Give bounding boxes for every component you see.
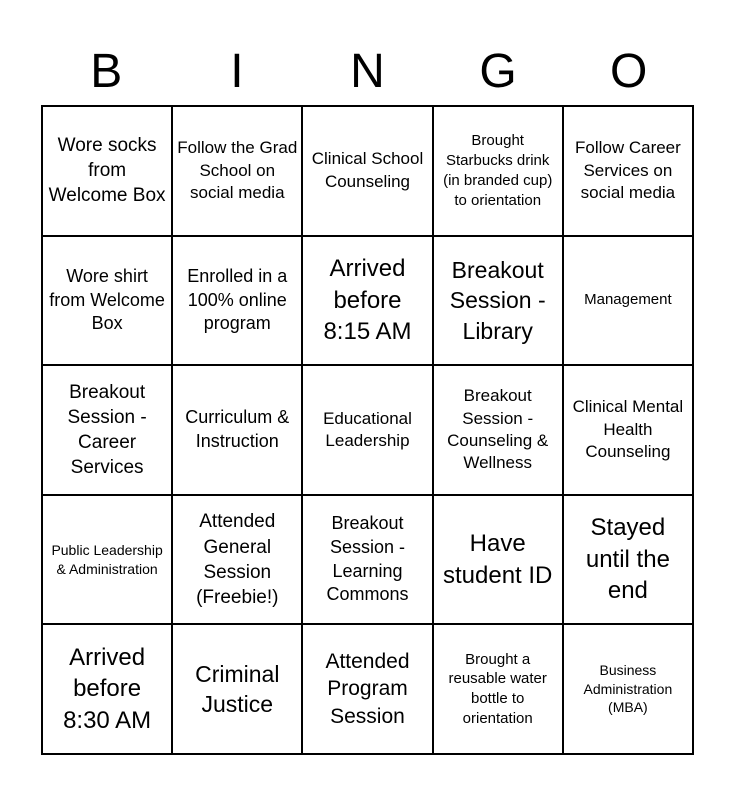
bingo-cell-r3c1[interactable]: Breakout Session - Career Services <box>43 366 171 494</box>
bingo-cell-r5c1[interactable]: Arrived before 8:30 AM <box>43 625 171 753</box>
title-letter-b: B <box>90 45 123 98</box>
bingo-cell-r2c2[interactable]: Enrolled in a 100% online program <box>173 237 301 365</box>
bingo-title <box>41 42 694 98</box>
bingo-cell-r5c5[interactable]: Business Administration (MBA) <box>564 625 692 753</box>
bingo-cell-r2c3[interactable]: Arrived before 8:15 AM <box>303 237 431 365</box>
bingo-cell-r2c5[interactable]: Management <box>564 237 692 365</box>
title-letter-g: G <box>479 45 517 98</box>
bingo-cell-r3c2[interactable]: Curriculum & Instruction <box>173 366 301 494</box>
bingo-cell-r3c4[interactable]: Breakout Session - Counseling & Wellness <box>434 366 562 494</box>
bingo-cell-r4c4[interactable]: Have student ID <box>434 496 562 624</box>
bingo-cell-r4c5[interactable]: Stayed until the end <box>564 496 692 624</box>
bingo-cell-r2c4[interactable]: Breakout Session - Library <box>434 237 562 365</box>
title-letter-i: I <box>230 45 244 98</box>
bingo-cell-r5c4[interactable]: Brought a reusable water bottle to orientation <box>434 625 562 753</box>
bingo-cell-r1c4[interactable]: Brought Starbucks drink (in branded cup) to orientation <box>434 107 562 235</box>
title-letter-n: N <box>350 45 385 98</box>
bingo-card <box>41 105 694 755</box>
bingo-cell-r3c5[interactable]: Clinical Mental Health Counseling <box>564 366 692 494</box>
bingo-cell-r2c1[interactable]: Wore shirt from Welcome Box <box>43 237 171 365</box>
bingo-cell-r1c2[interactable]: Follow the Grad School on social media <box>173 107 301 235</box>
bingo-cell-r1c5[interactable]: Follow Career Services on social media <box>564 107 692 235</box>
bingo-cell-r4c3[interactable]: Breakout Session - Learning Commons <box>303 496 431 624</box>
bingo-cell-r1c3[interactable]: Clinical School Counseling <box>303 107 431 235</box>
bingo-cell-r1c1[interactable]: Wore socks from Welcome Box <box>43 107 171 235</box>
bingo-cell-r5c2[interactable]: Criminal Justice <box>173 625 301 753</box>
title-letter-o: O <box>610 45 648 98</box>
bingo-cell-r3c3[interactable]: Educational Leadership <box>303 366 431 494</box>
bingo-cell-r4c2[interactable]: Attended General Session (Freebie!) <box>173 496 301 624</box>
bingo-cell-r5c3[interactable]: Attended Program Session <box>303 625 431 753</box>
bingo-cell-r4c1[interactable]: Public Leadership & Administration <box>43 496 171 624</box>
